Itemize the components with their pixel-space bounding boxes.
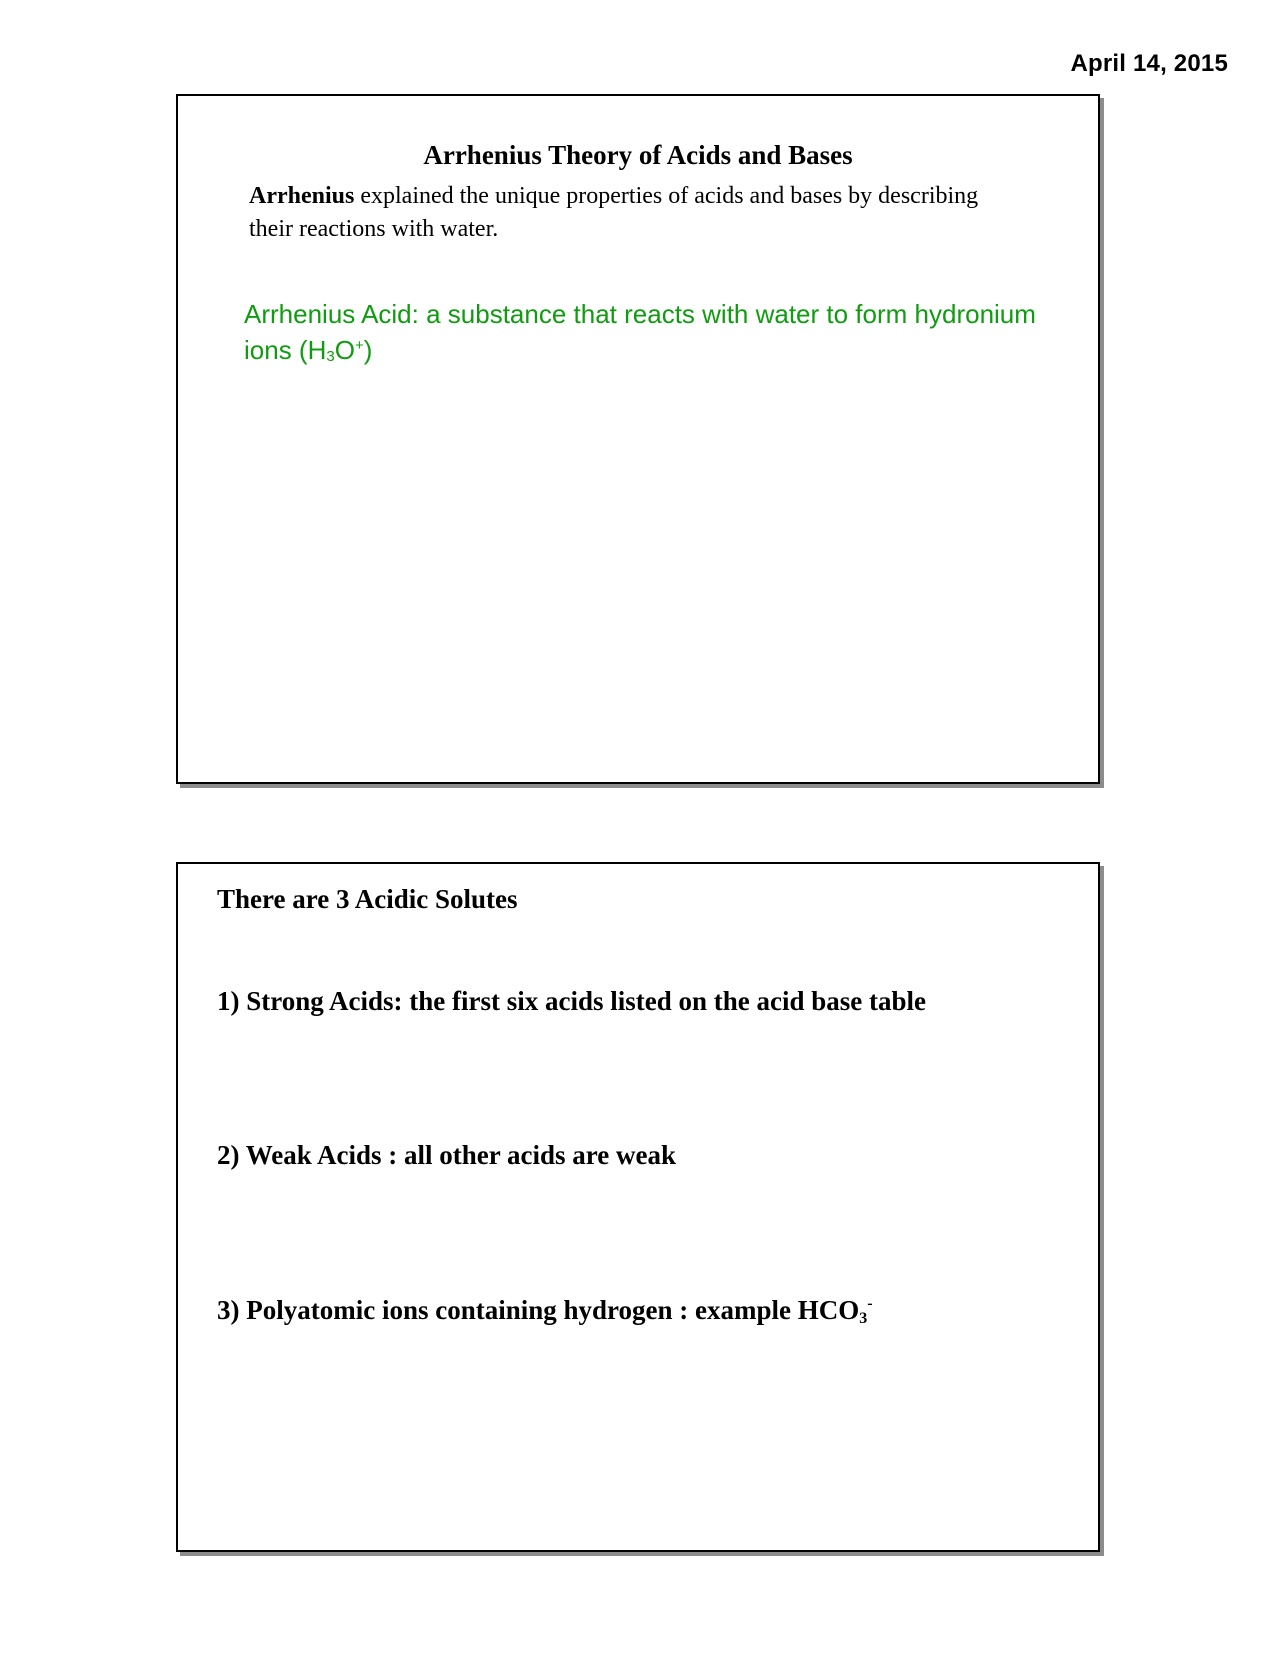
- slide-arrhenius-theory: [176, 94, 1100, 784]
- item3-formula-subscript: 3: [859, 1310, 868, 1327]
- definition-close: ): [363, 335, 373, 365]
- list-item-strong-acids: 1) Strong Acids: the first six acids listed on the acid base table: [217, 986, 927, 1016]
- definition-formula-mid: O: [334, 335, 355, 365]
- arrhenius-acid-definition: [244, 298, 1044, 373]
- intro-term: Arrhenius: [249, 183, 355, 209]
- list-item-polyatomic-ions: [217, 1295, 873, 1328]
- slide-acidic-solutes: [176, 862, 1100, 1552]
- intro-paragraph: [249, 180, 989, 246]
- slide-title: Arrhenius Theory of Acids and Bases: [423, 140, 853, 170]
- definition-formula-superscript: +: [354, 337, 364, 354]
- item3-formula-superscript: -: [867, 1295, 873, 1312]
- definition-formula-subscript: 3: [326, 348, 335, 365]
- page-date: April 14, 2015: [1070, 50, 1228, 77]
- slide-heading: There are 3 Acidic Solutes: [217, 884, 518, 914]
- definition-text: Arrhenius Acid: a substance that reacts with water to form hydronium ions (H: [244, 299, 1036, 365]
- list-item-weak-acids: 2) Weak Acids : all other acids are weak: [217, 1140, 676, 1170]
- item3-text: 3) Polyatomic ions containing hydrogen : example HCO: [217, 1295, 860, 1325]
- intro-text: explained the unique properties of acids and bases by describing their reactions with water.: [249, 183, 979, 242]
